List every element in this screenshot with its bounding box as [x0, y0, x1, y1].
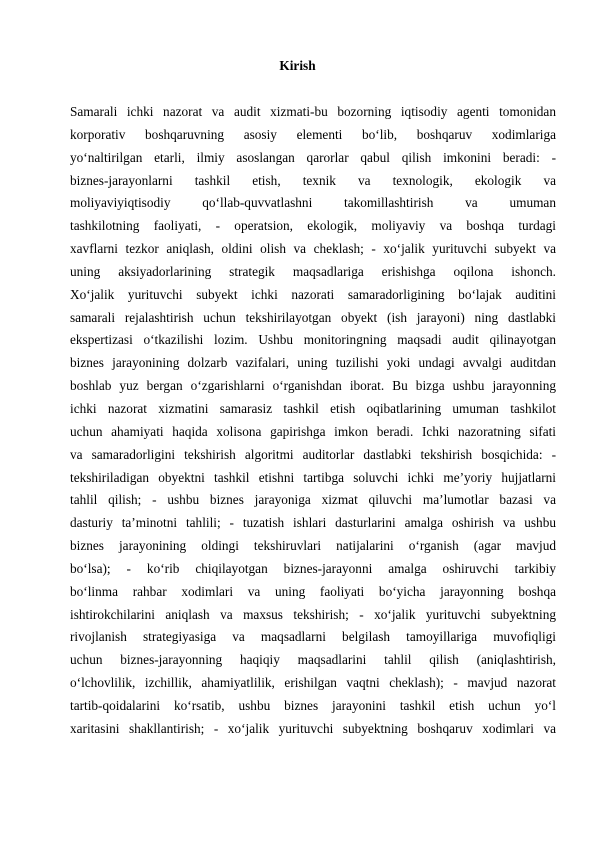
body-line: tartib-qoidalarini ko‘rsatib, ushbu biznes jarayonini tashkil etish uchun yo‘l: [70, 697, 556, 713]
page-title: Kirish: [279, 58, 316, 73]
body-line: boshlab yuz bergan o‘zgarishlarni o‘rganishdan iborat. Bu bizga ushbu jarayonning: [70, 378, 556, 394]
body-line: xavflarni tezkor aniqlash, oldini olish va cheklash; - xo‘jalik yurituvchi subyekt va: [70, 241, 556, 257]
body-line: yo‘naltirilgan etarli, ilmiy asoslangan qarorlar qabul qilish imkonini beradi: -: [70, 149, 556, 165]
body-line: Samarali ichki nazorat va audit xizmati-bu bozorning iqtisodiy agenti tomonidan: [70, 104, 556, 119]
body-line: korporativ boshqaruvning asosiy elementi bo‘lib, boshqaruv xodimlariga: [70, 126, 556, 142]
body-line: tekshiriladigan obyektni tashkil etishni tartibga soluvchi ichki me’yoriy hujjatlarni: [70, 469, 556, 485]
body-line: dasturiy ta’minotni tahlili; - tuzatish ishlari dasturlarini amalga oshirish va ushbu: [70, 515, 556, 531]
body-line: Xo‘jalik yurituvchi subyekt ichki nazorati samaradorligining bo‘lajak auditini: [70, 286, 556, 302]
body-line: samarali rejalashtirish uchun tekshirilayotgan obyekt (ish jarayoni) ning dastlabki: [70, 309, 556, 325]
body-line: uchun ahamiyati haqida xolisona gapirishga imkon beradi. Ichki nazoratning sifati: [70, 423, 556, 439]
body-line: bo‘lsa); - ko‘rib chiqilayotgan biznes-jarayonni amalga oshiruvchi tarkibiy: [70, 560, 556, 576]
body-line: va samaradorligini tekshirish algoritmi auditorlar dastlabki tekshirish bosqichida: -: [70, 446, 556, 462]
body-line: biznes jarayonining oldingi tekshiruvlari natijalarini o‘rganish (agar mavjud: [70, 538, 556, 554]
body-line: bo‘linma rahbar xodimlari va uning faoliyati bo‘yicha jarayonning boshqa: [70, 583, 556, 599]
body-line: biznes-jarayonlarni tashkil etish, texnik va texnologik, ekologik va: [70, 172, 556, 188]
body-line: tahlil qilish; - ushbu biznes jarayoniga xizmat qiluvchi ma’lumotlar bazasi va: [70, 492, 556, 508]
body-text: [70, 103, 556, 743]
body-line: uning aksiyadorlarining strategik maqsadlariga erishishga oqilona ishonch.: [70, 263, 556, 279]
body-line: rivojlanish strategiyasiga va maqsadlarni belgilash tamoyillariga muvofiqligi: [70, 629, 556, 645]
body-line: tashkilotning faoliyati, - operatsion, ekologik, moliyaviy va boshqa turdagi: [70, 218, 556, 234]
body-line: uchun biznes-jarayonning haqiqiy maqsadlarini tahlil qilish (aniqlashtirish,: [70, 652, 556, 668]
body-line: xaritasini shakllantirish; - xo‘jalik yurituvchi subyektning boshqaruv xodimlari va: [70, 720, 556, 736]
body-line: o‘lchovlilik, izchillik, ahamiyatlilik, erishilgan vaqtni cheklash); - mavjud nazorat: [70, 675, 556, 691]
body-line: biznes jarayonining dolzarb vazifalari, uning tuzilishi yoki undagi avvalgi auditdan: [70, 355, 556, 371]
body-line: ichki nazorat xizmatini samarasiz tashkil etish oqibatlarining umuman tashkilot: [70, 400, 556, 416]
body-line: ishtirokchilarini aniqlash va maxsus tekshirish; - xo‘jalik yurituvchi subyektning: [70, 606, 556, 622]
body-line: moliyaviyiqtisodiy qo‘llab-quvvatlashni takomillashtirish va umuman: [70, 195, 556, 211]
body-line: ekspertizasi o‘tkazilishi lozim. Ushbu monitoringning maqsadi audit qilinayotgan: [70, 332, 556, 348]
